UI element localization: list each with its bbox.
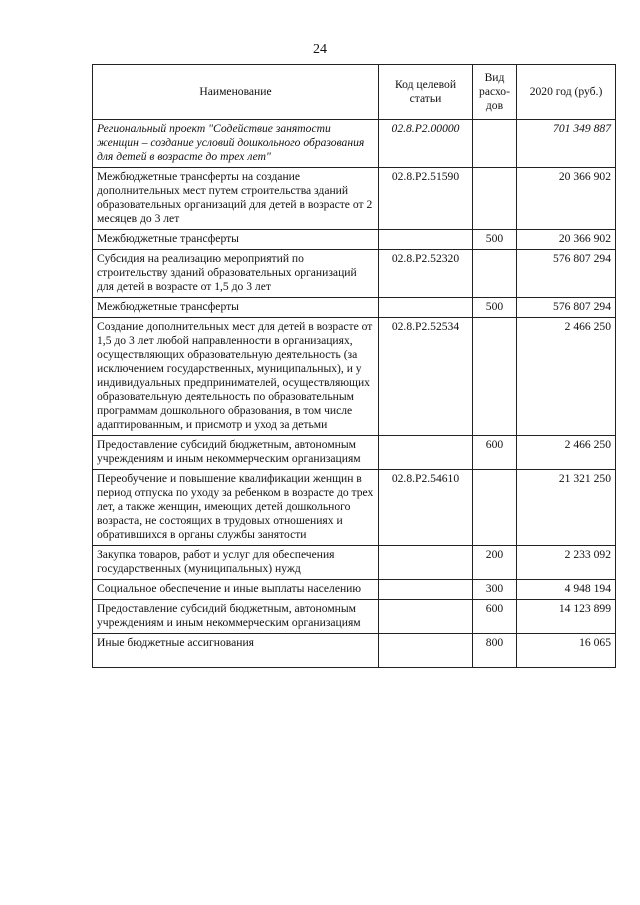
row-type: 600	[473, 600, 517, 634]
row-sum: 2 466 250	[517, 318, 616, 436]
row-sum: 20 366 902	[517, 230, 616, 250]
row-code	[379, 298, 473, 318]
row-code	[379, 230, 473, 250]
row-code	[379, 580, 473, 600]
row-name: Переобучение и повышение квалификации женщин в период отпуска по уходу за ребенком в возрасте до трех лет, а также женщин, имеющих детей дошкольного возраста, не состоящих в трудовых отношениях и обратившихся в органы службы занятости	[93, 470, 379, 546]
header-name: Наименование	[93, 65, 379, 120]
row-sum: 21 321 250	[517, 470, 616, 546]
table-row	[93, 250, 616, 298]
row-code: 02.8.Р2.00000	[379, 120, 473, 168]
row-name: Закупка товаров, работ и услуг для обеспечения государственных (муниципальных) нужд	[93, 546, 379, 580]
row-type	[473, 250, 517, 298]
table-row	[93, 318, 616, 436]
row-code: 02.8.Р2.51590	[379, 168, 473, 230]
table-row	[93, 168, 616, 230]
row-type	[473, 120, 517, 168]
row-code	[379, 436, 473, 470]
budget-table	[92, 64, 616, 668]
row-sum: 2 233 092	[517, 546, 616, 580]
row-name: Иные бюджетные ассигнования	[93, 634, 379, 668]
table-row	[93, 230, 616, 250]
header-type: Вид расхо-дов	[473, 65, 517, 120]
row-sum: 2 466 250	[517, 436, 616, 470]
row-name: Социальное обеспечение и иные выплаты населению	[93, 580, 379, 600]
row-sum: 576 807 294	[517, 298, 616, 318]
row-code	[379, 546, 473, 580]
row-name: Межбюджетные трансферты	[93, 298, 379, 318]
table-row	[93, 600, 616, 634]
table-row	[93, 470, 616, 546]
row-type	[473, 470, 517, 546]
header-sum: 2020 год (руб.)	[517, 65, 616, 120]
row-name: Создание дополнительных мест для детей в возрасте от 1,5 до 3 лет любой направленности в организациях, осуществляющих образовательную деятельность (за исключением государственных, муниципальных), и у индивидуальных предпринимателей, осуществляющих образовательную деятельность по образовательным программам дошкольного образования, в том числе адаптированным, и присмотр и уход за детьми	[93, 318, 379, 436]
row-name: Субсидия на реализацию мероприятий по строительству зданий образовательных организаций для детей в возрасте от 1,5 до 3 лет	[93, 250, 379, 298]
row-type: 300	[473, 580, 517, 600]
row-type: 800	[473, 634, 517, 668]
row-type	[473, 318, 517, 436]
row-type: 200	[473, 546, 517, 580]
row-sum: 20 366 902	[517, 168, 616, 230]
table-row	[93, 120, 616, 168]
row-name: Межбюджетные трансферты на создание дополнительных мест путем строительства зданий образовательных организаций для детей в возрасте от 2 месяцев до 3 лет	[93, 168, 379, 230]
row-sum: 4 948 194	[517, 580, 616, 600]
row-type	[473, 168, 517, 230]
page-number: 24	[313, 42, 327, 57]
table-row	[93, 546, 616, 580]
table-row	[93, 298, 616, 318]
row-name: Региональный проект "Содействие занятости женщин – создание условий дошкольного образования для детей в возрасте до трех лет"	[93, 120, 379, 168]
table-header-row	[93, 65, 616, 120]
row-name: Предоставление субсидий бюджетным, автономным учреждениям и иным некоммерческим организациям	[93, 436, 379, 470]
row-code: 02.8.Р2.52534	[379, 318, 473, 436]
row-code	[379, 634, 473, 668]
row-type: 500	[473, 298, 517, 318]
row-type: 600	[473, 436, 517, 470]
table-row	[93, 436, 616, 470]
row-name: Межбюджетные трансферты	[93, 230, 379, 250]
row-code	[379, 600, 473, 634]
row-sum: 14 123 899	[517, 600, 616, 634]
row-sum: 16 065	[517, 634, 616, 668]
row-type: 500	[473, 230, 517, 250]
row-sum: 701 349 887	[517, 120, 616, 168]
row-code: 02.8.Р2.54610	[379, 470, 473, 546]
row-sum: 576 807 294	[517, 250, 616, 298]
row-name: Предоставление субсидий бюджетным, автономным учреждениям и иным некоммерческим организациям	[93, 600, 379, 634]
row-code: 02.8.Р2.52320	[379, 250, 473, 298]
header-code: Код целевой статьи	[379, 65, 473, 120]
table-row	[93, 580, 616, 600]
table-row	[93, 634, 616, 668]
